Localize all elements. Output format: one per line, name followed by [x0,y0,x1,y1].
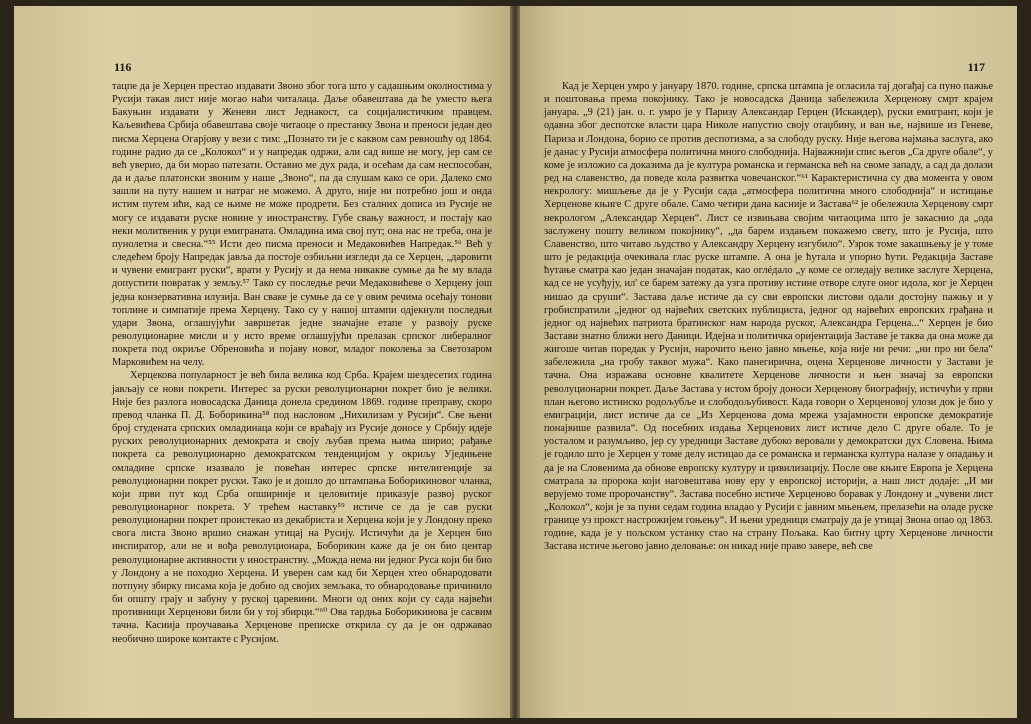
paragraph: Херцекова популарност је већ била велика код Срба. Крајем шездесетих година јављају се нови покрети. Интерес за руски револуционарни покрет био је велики. Није без разлога новосадска Даница донела средином 1869. године преправу, скоро превод чланка П. Д. Боборикина⁵⁸ под насловом „Нихилизам у Русији“. Све њени број студената српских омладинаца који се враћају из Русије доносе у Србију идеје руских револуционарних демократа и своју љубав према њима ширио; рађање покрета са револуционарно демократском тенденцијом у окриљу Уједињене омладине српске изазвало је повећан интерес српске интелигенције за револуционарни покрет руски. Тако је и дошло до штампања Боборикиновог чланка, који први пут код Срба опширније и целовитије приказује развој руског револуционарног покрета. У трећем наставку⁵⁹ истиче се да је сав руски револуционарни покрет проистекао из декабриста и Херцена који је у Лондону преко свога листа Звоно вршио снажан утицај на Русију. Истичући да је Херцен био инспиратор, али не и вођа револуционара, Боборикин каже да је он био центар револуционарне активности у иностранству. „Можда нема ни једног Руса који би био у Лондону а не походио Херцена. И уверен сам кад би Херцен хтео обнародовати потпуну збирку писама која је добио од својих земљака, то обнародовање причинило би општу грају и забуну у руској царевини. Многи од оних који су сада највећи противници Херценови били би у тој збирци.“⁶⁰ Ова тардња Боборикинова је сасвим тачна. Касиија проучавања Херценове преписке открила су да је он одржавао необично широке контакте с Русијом. [112,370,492,645]
book-gutter [510,6,520,718]
left-page [14,6,514,718]
right-page [514,6,1017,718]
paragraph: тацпе да је Херцен престао издавати Звоно због тога што у садашњим околностима у Русији такав лист није могао наћи читалаца. Даље обавештава да ће уместо њега Бакуњин издавати у Женеви лист Једнакост, са социјалистичким правцем. Каљевићева Србија обавештава своје читаоце о престанку Звона и преноси један део писма Херцена Огарјову у вези с тим: „Познато ти је с каквом сам ревношћу од 1864. године радио да се „Колокол“ и у напредак одржи, али сад више не могу, јер сам се већ уверио, да би морао патезати. Оставио ме дух рада, и осећам да сам неспособан, да и даље платонски звоним у наше „Звоно“, па да слушам како се ори. Далеко смо зашли на путу нашем и натраг не можемо. А друго, није ни потребно још и онда истим путем ићи, кад се њиме не може продрети. Без сталних дописа из Русије не могу се издавати руске новине у иностранству. Губе свању важност, и постају као неки молитвеник у руци емиграната. Омладина има свој пут; она нас не треба, она је пунолетна и свесна.“⁵⁵ Исти део писма преноси и Медаковићев Напредак.⁵⁶ Већ у следећем броју Напредак јавља да постоје озбиљни изгледи да се Херцен, „даровити и чувени емигрант руски“, врати у Русију и да нема никакве сумње да ће му влада допустити повратак у земљу.⁵⁷ Тако су последње речи Медаковићеве о Херцену још једна конзервативна илузија. Ван сваке је сумње да се у овим речима осећају тонови топлине и симпатије према Херцену. Тако су у нашој штампи одјекнули последњи удари Звона, оглашујући завршетак једне значајне етапе у развоју руске револуционарне мисли и у исто време оглашујући прелазак српског либералног покрета под окриље Обреновића и појаву новог, младог поколења за Светозаром Марковићем на челу. [112,81,492,369]
body-text [544,80,993,554]
paragraph: Кад је Херцен умро у јануару 1870. године, српска штампа је огласила тај догађај са пуно пажње и поштовања према покојнику. Тако је новосадска Даница забележила Херценову смрт крајем јануара. „9 (21) јан. о. г. умро је у Паризу Александар Герцен (Искандер), руски емигрант, који је одавна због деспотске власти цара Николе напустио своју отаџбину, и ван ње, највише из Геневе, Париза и Лондона, борио се против деспотизма, а за слободу руску. Није његова најмања заслуга, ако је данас у Русији атмосфера политична много слободнија. Најважнији спис његов „Са друге обале“, у коме је изложио са доказима да је култура романска и германска већ на своме западу, а сад да долази ред на славенство, да поведе кола развитка човечанског.“⁶¹ Карактеристична су два момента у овом некрологу: мишљење да је у Русији сада „атмосфера политична много слободнија“ и истицање Херценове књиге С друге обале. Само четири дана касније и Заставa⁶² је обележила Херценову смрт некрологом „Александар Херцен“. Лист се извињава својим читаоцима што је закаснио да „ода заслужену пошту великом покојнику“, „да барем издањем покажемо свету, што је Русија, што Славенство, што читаво људство у Александру Херцену изгубило“. Узрок томе закашњењу је у томе што је редакција очекивала глас руске штампе. А она је ћутала и упорно ћути. Редакција Заставе ћутање сматра као један значајан податак, као оглéдало „у коме се огледају велике заслуге Херцена, кад се не усуђују, ил' се барем затежу да узга противу истине отворе слуге оног идола, ког је Херцен нишао да сруши“. Застава даље истиче да су сви европски листови одали достојну пажњу и у гробиспратили „једног од највећих светских публициста, једног од највећих европских грађана и једног од највећих патриота братинског нам народа руског, Александра Герцена...“ Херцен је био Застави знатно ближи него Даници. Идејна и политичка оријентација Заставе је таква да она може да жигоше читав поредак у Русији, нарочито њено јавно мњење, која није ни речи: „ни про ни бела“ забележила „на гробу таквог мужа“. Како панегирична, оцена Херценове личности у Застави је тачна. Она изражава основне квалитете Херценове личности и њен значај за европски револуционарни покрет. Даље Застава у истом броју доноси Херценову биографију, истичући у први план његово истинско родољубље и слободољубивост. Када говори о Херценовој улози док је био у емиграцији, лист истиче да се „Из Херценова дома мрежа узајамности европске демократије понајвише развила“. Од посебних издања Херценових лист истиче дело С друге обале. То је уосталом и разумљиво, јер су уредници Заставе дубоко веровали у демократски дух Словена. Њима је годило што је Херцен у томе делу истицао да се романска и германска култура налазе у опадању и да је на Словенима да обнове европску културу и цивилизацију. После ове књиге Европа је Херцена сматрала за пророка који наговештава нову еру у европској историји, а наш лист додаје: „И ми верујемо томе пророчанству“. Застава посебно истиче Херценово боравак у Лондону и „чувени лист „Колокол“, који је за пуни седам година владао у Русији с јавним мњењем, прелазећи на оладе руске границе уз прокст настрожијем гоњењу“. И њени уредници сматрају да је утицај Звона опао од 1863. године, када је у пољском устанку стао на страну Пољака. Као битну црту Херценове личности Застава истиче његово јавно деловање: он никад није право завере, већ све [544,81,993,553]
book-spread [14,6,1017,718]
body-text [112,80,492,646]
page-number: 116 [114,60,132,74]
page-number: 117 [967,60,985,74]
